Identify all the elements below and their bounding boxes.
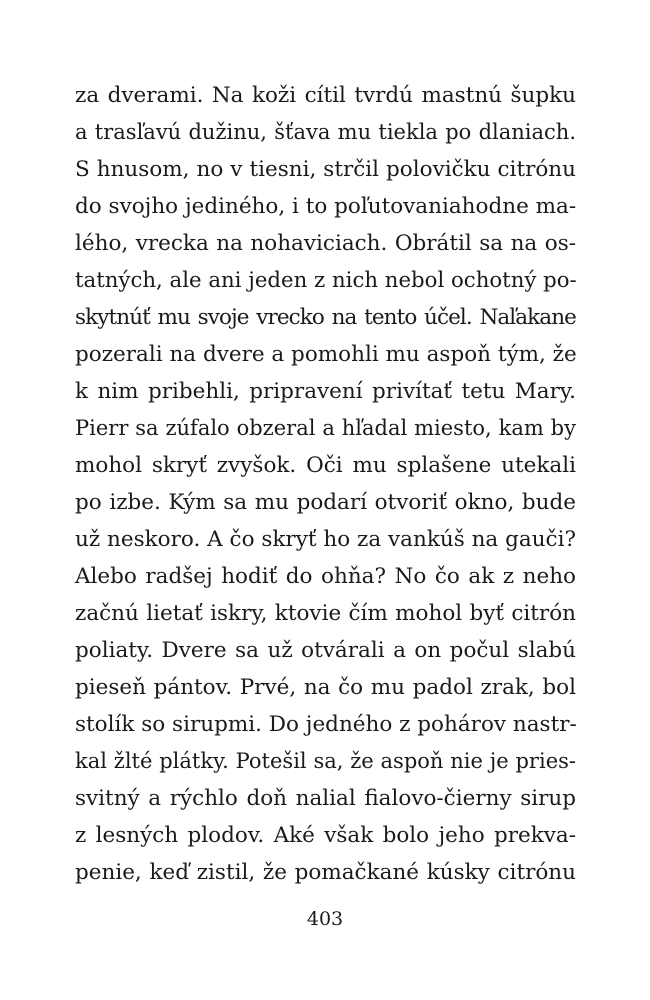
text-line: mohol skryť zvyšok. Oči mu splašene utekali (75, 453, 576, 478)
text-line: S hnusom, no v tiesni, strčil polovičku citrónu (75, 157, 576, 182)
text-line: začnú lietať iskry, ktovie čím mohol byť citrón (75, 601, 576, 626)
text-line: k nim pribehli, pripravení privítať tetu Mary. (75, 379, 576, 404)
text-line: kal žlté plátky. Potešil sa, že aspoň nie je pries- (75, 749, 576, 773)
text-line: Pierr sa zúfalo obzeral a hľadal miesto, kam by (75, 416, 576, 440)
text-line: do svojho jediného, i to poľutovaniahodne ma- (75, 194, 577, 219)
text-line: penie, keď zistil, že pomačkané kúsky citrónu (75, 860, 576, 885)
text-line: a trasľavú dužinu, šťava mu tiekla po dlaniach. (75, 120, 576, 144)
text-line: už neskoro. A čo skryť ho za vankúš na gauči? (75, 527, 576, 552)
text-line: pieseň pántov. Prvé, na čo mu padol zrak, bol (75, 675, 576, 700)
text-line: svitný a rýchlo doň nalial fialovo-čierny sirup (75, 786, 576, 811)
text-line: skytnúť mu svoje vrecko na tento účel. Naľakane (75, 305, 576, 330)
text-line: tatných, ale ani jeden z nich nebol ochotný po- (75, 268, 577, 293)
text-line: pozerali na dvere a pomohli mu aspoň tým, že (75, 342, 577, 367)
body-text (75, 77, 576, 891)
text-line: lého, vrecka na nohaviciach. Obrátil sa na os- (75, 231, 576, 256)
text-line: za dverami. Na koži cítil tvrdú mastnú šupku (75, 83, 576, 108)
text-line: z lesných plodov. Aké však bolo jeho prekva- (75, 823, 576, 848)
text-line: stolík so sirupmi. Do jedného z pohárov nastr- (75, 712, 577, 737)
text-line: Alebo radšej hodiť do ohňa? No čo ak z neho (75, 564, 576, 589)
text-line: po izbe. Kým sa mu podarí otvoriť okno, bude (75, 490, 576, 515)
text-line: poliaty. Dvere sa už otvárali a on počul slabú (75, 638, 576, 663)
page-number: 403 (306, 908, 344, 930)
